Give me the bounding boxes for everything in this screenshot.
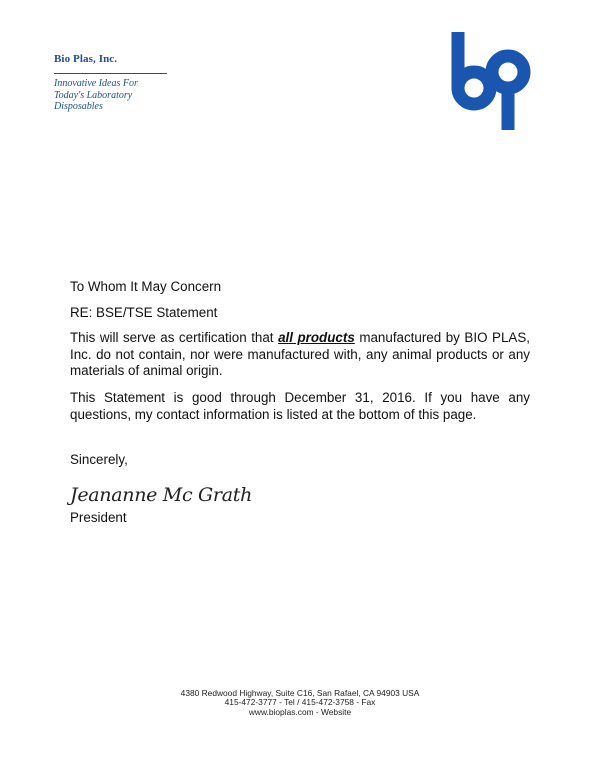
company-tagline — [54, 78, 169, 113]
letterhead-rule — [54, 73, 167, 74]
signature: Jeananne Mc Grath — [70, 484, 253, 506]
company-name: Bio Plas, Inc. — [54, 53, 118, 65]
tagline-line-2: Today's Laboratory — [54, 89, 133, 101]
footer-contact — [150, 689, 450, 717]
paragraph1-text-end: manufactured by BIO PLAS, Inc. do not contain, nor were manufactured with, any animal products or any materials of animal origin. — [70, 330, 530, 378]
footer-phones: 415-472-3777 - Tel / 415-472-3758 - Fax — [224, 697, 376, 708]
validity-paragraph: This Statement is good through December 31, 2016. If you have any questions, my contact information is listed at the bottom of this page. — [70, 390, 530, 422]
paragraph1-emphasis: all products — [278, 330, 355, 345]
closing: Sincerely, — [70, 452, 128, 467]
footer-address: 4380 Redwood Highway, Suite C16, San Rafael, CA 94903 USA — [180, 688, 420, 698]
bio-plas-logo-icon — [444, 28, 538, 134]
signer-title: President — [70, 510, 127, 525]
footer-website: www.bioplas.com - Website — [248, 706, 352, 717]
letterhead — [54, 53, 169, 113]
paragraph1-text-start: This will serve as certification that — [70, 330, 279, 345]
certification-paragraph — [70, 330, 530, 380]
subject-line: RE: BSE/TSE Statement — [70, 305, 218, 320]
salutation: To Whom It May Concern — [70, 279, 222, 294]
tagline-line-1: Innovative Ideas For — [54, 78, 138, 89]
tagline-line-3: Disposables — [54, 101, 103, 112]
